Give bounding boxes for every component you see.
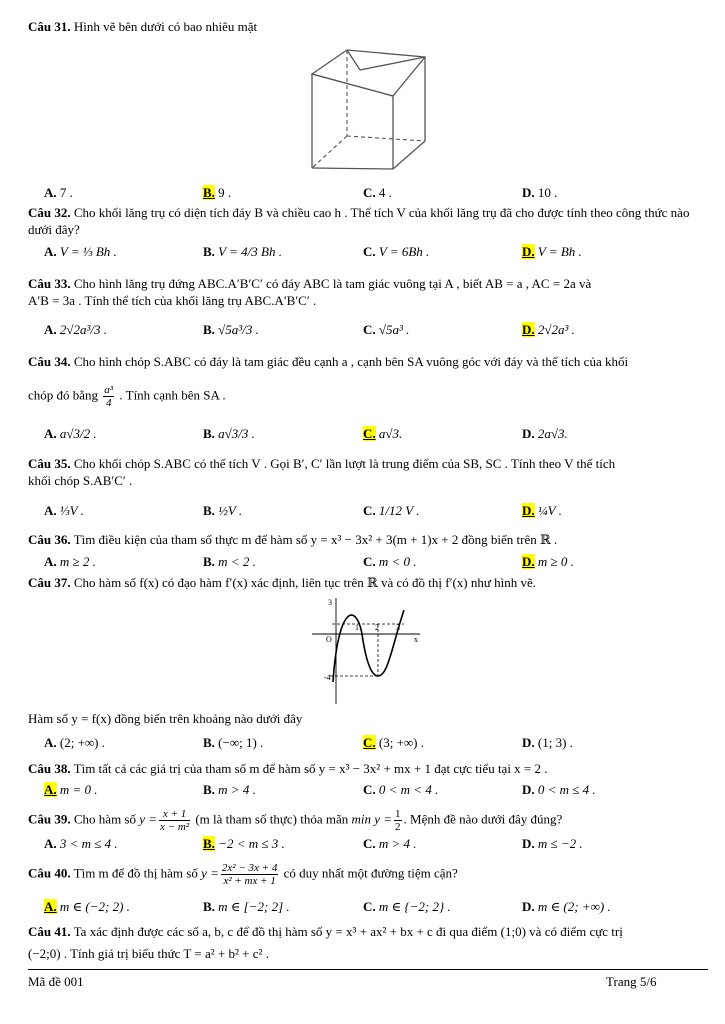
question-33-line2: A′B = 3a . Tính thể tích của khối lăng trụ ABC.A′B′C′ . <box>28 293 317 308</box>
q32-option-d[interactable]: D. V = Bh . <box>522 244 582 259</box>
q31-option-a[interactable]: A. 7 . <box>44 185 73 200</box>
q39-option-c[interactable]: C. m > 4 . <box>363 836 417 851</box>
question-39: Câu 39. Cho hàm số y = $\frac{x + 1}{\text{x − m²}}$ (m là tham số thực) thỏa mãn min y = $\frac{1}{2}$ . Mệnh đề nào dưới đây đúng? <box>28 808 563 833</box>
q38-option-a[interactable]: A. m = 0 . <box>44 782 98 797</box>
derivative-graph <box>308 596 423 706</box>
polyhedron-figure <box>300 46 430 170</box>
q31-option-c[interactable]: C. 4 . <box>363 185 392 200</box>
q37-option-a[interactable]: A. (2; +∞) . <box>44 735 106 750</box>
q33-option-d[interactable]: D. 2√2a³ . <box>522 322 575 337</box>
q34-option-c[interactable]: C. a√3. <box>363 426 403 441</box>
footer-divider <box>28 969 708 970</box>
question-37: Câu 37. Cho hàm số f(x) có đạo hàm f′(x) xác định, liên tục trên ℝ và có đồ thị f′(x) như hình vẽ. <box>28 575 537 590</box>
question-41-line2: (−2;0) . Tính giá trị biểu thức T = a² + b² + c² . <box>28 946 269 961</box>
question-37-after: Hàm số y = f(x) đồng biến trên khoảng nào dưới đây <box>28 711 303 726</box>
fraction-x1-over-x-m2: $\frac{x + 1}{\text{x − m²}}$ <box>160 808 190 833</box>
question-33: Câu 33. Cho hình lăng trụ đứng ABC.A′B′C′ có đáy ABC là tam giác vuông tại A , biết AB = a , AC = 2a và <box>28 276 592 291</box>
question-40: Câu 40. Tìm m để đồ thị hàm số y = $\frac{\text{2x² − 3x + 4}}{\text{x² + mx + 1}}$ có duy nhất một đường tiệm cận? <box>28 862 458 887</box>
question-38: Câu 38. Tìm tất cả các giá trị của tham số m để hàm số y = x³ − 3x² + mx + 1 đạt cực tiểu tại x = 2 . <box>28 761 548 776</box>
footer-page-number: Trang 5/6 <box>606 974 657 989</box>
footer-exam-code: Mã đề 001 <box>28 974 84 989</box>
q37-option-d[interactable]: D. (1; 3) . <box>522 735 573 750</box>
q37-option-b[interactable]: B. (−∞; 1) . <box>203 735 264 750</box>
graph-label-x: x <box>414 635 418 644</box>
question-32: Câu 32. Cho khối lăng trụ có diện tích đáy B và chiều cao h . Thể tích V của khối lăng trụ đã cho được tính theo công thức nào dưới đây? <box>28 205 690 237</box>
q40-option-a[interactable]: A. m ∈ (−2; 2) . <box>44 899 130 914</box>
question-41: Câu 41. Ta xác định được các số a, b, c để đồ thị hàm số y = x³ + ax² + bx + c đi qua điểm (1;0) và có điểm cực trị <box>28 924 623 939</box>
question-35: Câu 35. Cho khối chóp S.ABC có thể tích V . Gọi B′, C′ lần lượt là trung điểm của SB, SC . Tính theo V thể tích <box>28 456 616 471</box>
q35-option-c[interactable]: C. 1/12 V . <box>363 503 420 518</box>
q36-option-d[interactable]: D. m ≥ 0 . <box>522 554 574 569</box>
question-31: Câu 31. Hình vẽ bên dưới có bao nhiêu mặt <box>28 19 258 34</box>
q35-option-b[interactable]: B. ½V . <box>203 503 243 518</box>
fraction-q40-function: $\frac{\text{2x² − 3x + 4}}{\text{x² + mx + 1}}$ <box>221 862 278 887</box>
fraction-a3-over-4: $\frac{\text{a³}}{4}$ <box>104 384 114 409</box>
q36-option-b[interactable]: B. m < 2 . <box>203 554 256 569</box>
graph-label-2: 2 <box>375 623 379 632</box>
q38-option-b[interactable]: B. m > 4 . <box>203 782 256 797</box>
graph-label-origin: O <box>326 635 332 644</box>
q33-option-a[interactable]: A. 2√2a³/3 . <box>44 322 108 337</box>
q39-option-b[interactable]: B. −2 < m ≤ 3 . <box>203 836 285 851</box>
question-34: Câu 34. Cho hình chóp S.ABC có đáy là tam giác đều cạnh a , cạnh bên SA vuông góc với đáy và thể tích của khối <box>28 354 629 369</box>
question-34-line2: chóp đó bằng $\frac{\text{a³}}{4}$ . Tính cạnh bên SA . <box>28 384 226 409</box>
question-36: Câu 36. Tìm điều kiện của tham số thực m để hàm số y = x³ − 3x² + 3(m + 1)x + 2 đồng biến trên ℝ . <box>28 532 558 547</box>
q39-option-a[interactable]: A. 3 < m ≤ 4 . <box>44 836 118 851</box>
q34-option-b[interactable]: B. a√3/3 . <box>203 426 255 441</box>
graph-label-neg4: -4 <box>324 673 331 682</box>
q35-option-a[interactable]: A. ⅓V . <box>44 503 84 518</box>
q40-option-b[interactable]: B. m ∈ [−2; 2] . <box>203 899 290 914</box>
fprime-curve <box>333 610 404 682</box>
q33-option-c[interactable]: C. √5a³ . <box>363 322 410 337</box>
question-35-line2: khối chóp S.AB′C′ . <box>28 473 133 488</box>
q35-option-d[interactable]: D. ¼V . <box>522 503 562 518</box>
fraction-one-half: $\frac{1}{2}$ <box>395 808 401 833</box>
q31-option-d[interactable]: D. 10 . <box>522 185 558 200</box>
q31-option-b[interactable]: B. 9 . <box>203 185 232 200</box>
graph-label-3x: 3 <box>396 623 400 632</box>
q40-option-d[interactable]: D. m ∈ (2; +∞) . <box>522 899 611 914</box>
q36-option-a[interactable]: A. m ≥ 2 . <box>44 554 96 569</box>
graph-label-1: 1 <box>355 623 359 632</box>
q36-option-c[interactable]: C. m < 0 . <box>363 554 417 569</box>
q33-option-b[interactable]: B. √5a³/3 . <box>203 322 259 337</box>
q39-option-d[interactable]: D. m ≤ −2 . <box>522 836 583 851</box>
q40-option-c[interactable]: C. m ∈ {−2; 2} . <box>363 899 451 914</box>
q38-option-c[interactable]: C. 0 < m < 4 . <box>363 782 439 797</box>
q37-option-c[interactable]: C. (3; +∞) . <box>363 735 425 750</box>
q34-option-a[interactable]: A. a√3/2 . <box>44 426 97 441</box>
q38-option-d[interactable]: D. 0 < m ≤ 4 . <box>522 782 596 797</box>
q32-option-a[interactable]: A. V = ⅓ Bh . <box>44 244 117 259</box>
graph-label-3: 3 <box>328 598 332 607</box>
q34-option-d[interactable]: D. 2a√3. <box>522 426 568 441</box>
q32-option-b[interactable]: B. V = 4/3 Bh . <box>203 244 282 259</box>
q32-option-c[interactable]: C. V = 6Bh . <box>363 244 430 259</box>
